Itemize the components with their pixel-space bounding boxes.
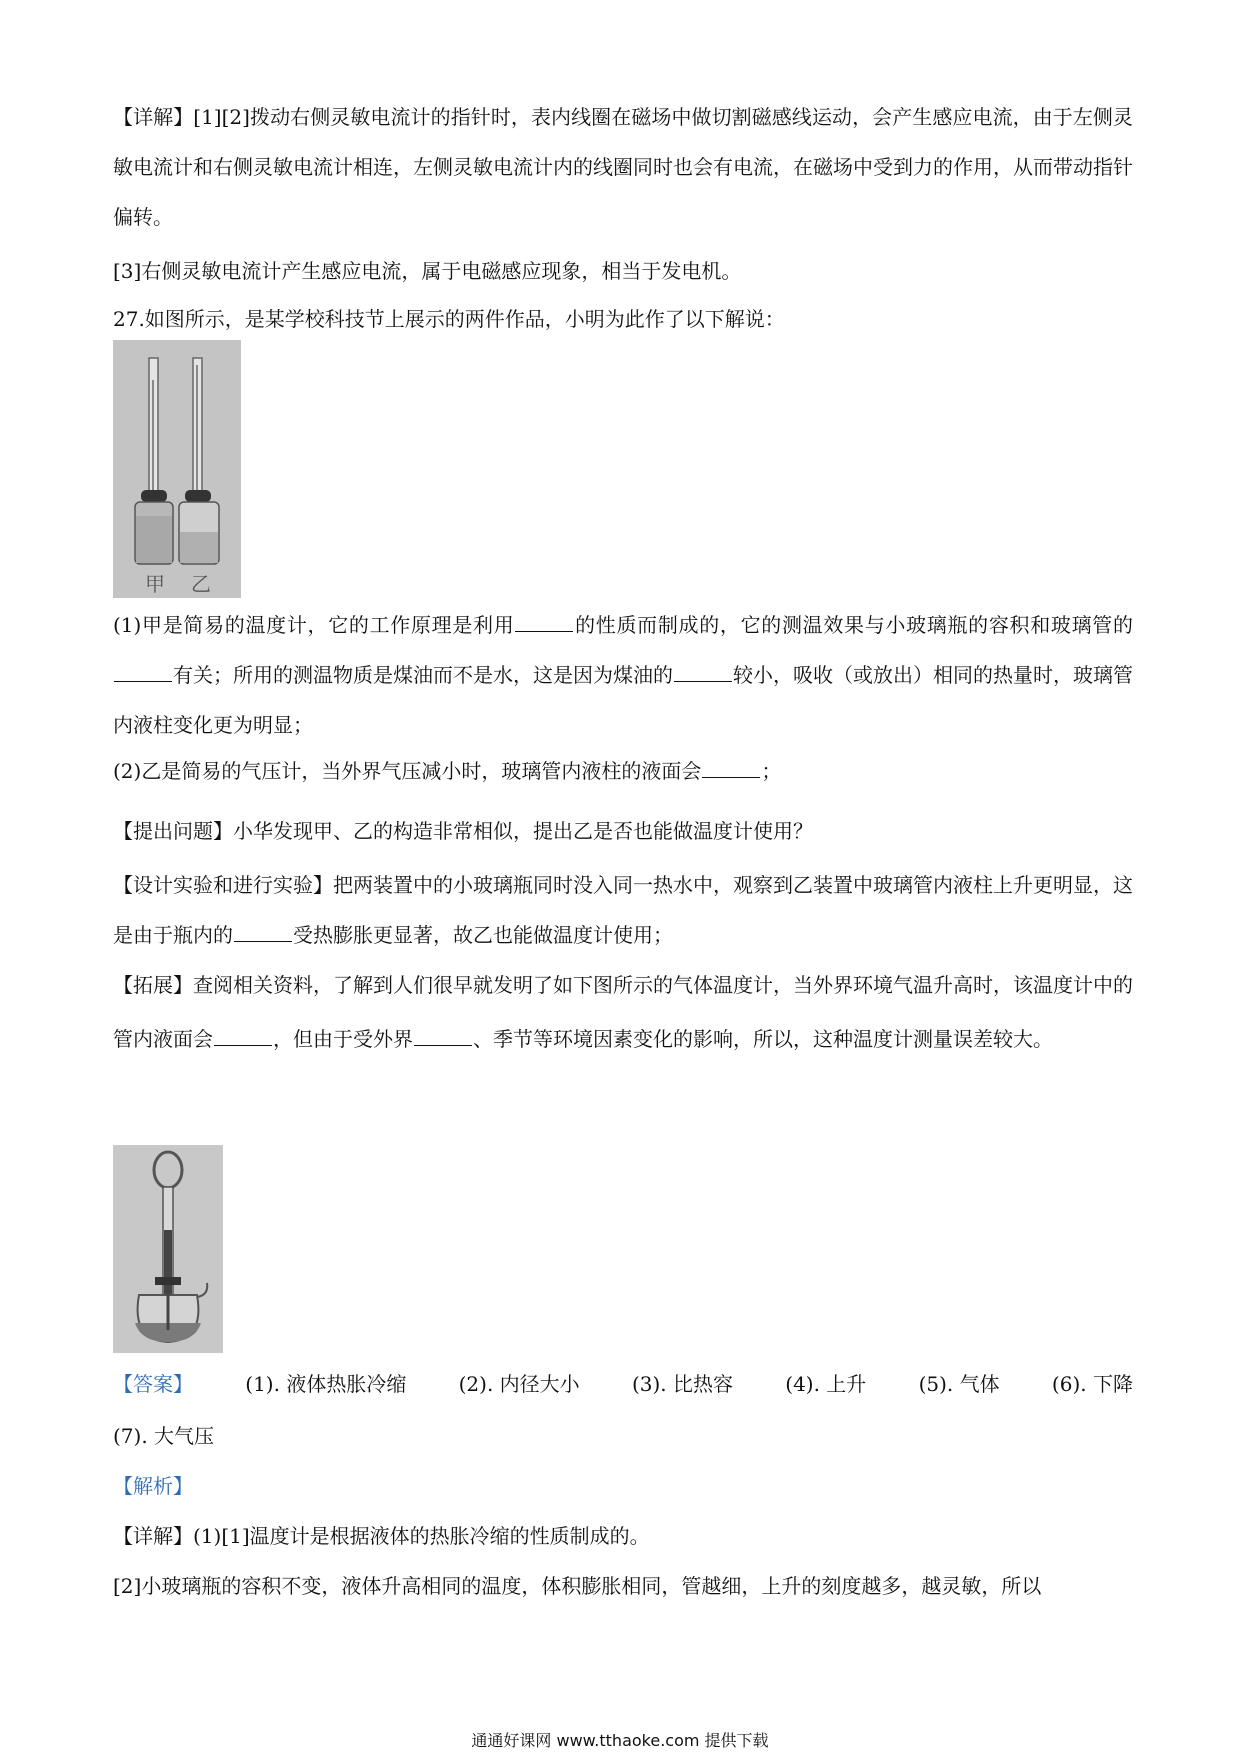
answer-blank-6[interactable] [214,1027,272,1046]
answer-tag: 【答案】 [113,1372,193,1396]
answer-item-5: (5). 气体 [918,1372,1000,1396]
question-27-title: 27.如图所示，是某学校科技节上展示的两件作品，小明为此作了以下解说： [113,307,785,331]
answer-item-3: (3). 比热容 [631,1372,733,1396]
question-part-1: (1)甲是简易的温度计，它的工作原理是利用 的性质而制成的，它的测温效果与小玻璃瓶的容积和玻璃管的有关；所用的测温物质是煤油而不是水，这是因为煤油的 较小，吸收（或放出）相同的热量时，玻璃管内液柱变化更为明显； [113,613,1133,737]
detail-paragraph-1: 【详解】[1][2]拨动右侧灵敏电流计的指针时，表内线圈在磁场中做切割磁感线运动，会产生感应电流，由于左侧灵敏电流计和右侧灵敏电流计相连，左侧灵敏电流计内的线圈同时也会有电流，在磁场中受到力的作用，从而带动指针偏转。 [113,105,1133,229]
answer-item-1: (1). 液体热胀冷缩 [245,1372,407,1396]
answer-blank-5[interactable] [234,923,292,942]
answer-blank-1[interactable] [515,613,573,632]
extension-paragraph: 【拓展】查阅相关资料，了解到人们很早就发明了如下图所示的气体温度计，当外界环境气温升高时，该温度计中的管内液面会 ，但由于受外界 、季节等环境因素变化的影响，所以，这种温度计测量误差较大。 [113,973,1133,1051]
page-footer: 通通好课网 www.tthaoke.com 提供下载 [471,1731,769,1750]
analysis-tag: 【解析】 [113,1474,193,1498]
raise-question: 【提出问题】小华发现甲、乙的构造非常相似，提出乙是否也能做温度计使用？ [113,819,813,843]
answer-item-2: (2). 内径大小 [458,1372,580,1396]
answer-blank-2[interactable] [114,663,172,682]
detail-line-1: 【详解】(1)[1]温度计是根据液体的热胀冷缩的性质制成的。 [113,1524,650,1548]
detail-paragraph-2: [3]右侧灵敏电流计产生感应电流，属于电磁感应现象，相当于发电机。 [113,259,742,283]
figure-label-yi: 乙 [191,572,211,596]
thermometer-barometer-figure [113,340,241,598]
detail-line-2: [2]小玻璃瓶的容积不变，液体升高相同的温度，体积膨胀相同，管越细，上升的刻度越多，越灵敏，所以 [113,1574,1042,1598]
gas-thermometer-figure [113,1145,223,1353]
answer-item-4: (4). 上升 [785,1372,867,1396]
answer-blank-4[interactable] [702,759,760,778]
question-part-2: (2)乙是简易的气压计，当外界气压减小时，玻璃管内液柱的液面会 ； [113,759,782,783]
answer-blank-7[interactable] [414,1027,472,1046]
answer-item-7: (7). 大气压 [113,1424,215,1448]
design-experiment: 【设计实验和进行实验】把两装置中的小玻璃瓶同时没入同一热水中，观察到乙装置中玻璃管内液柱上升更明显，这是由于瓶内的 受热膨胀更显著，故乙也能做温度计使用； [113,873,1133,947]
answer-item-6: (6). 下降 [1051,1372,1133,1396]
figure-label-jia: 甲 [145,572,165,596]
answer-blank-3[interactable] [674,663,732,682]
answer-row [113,1368,1133,1397]
